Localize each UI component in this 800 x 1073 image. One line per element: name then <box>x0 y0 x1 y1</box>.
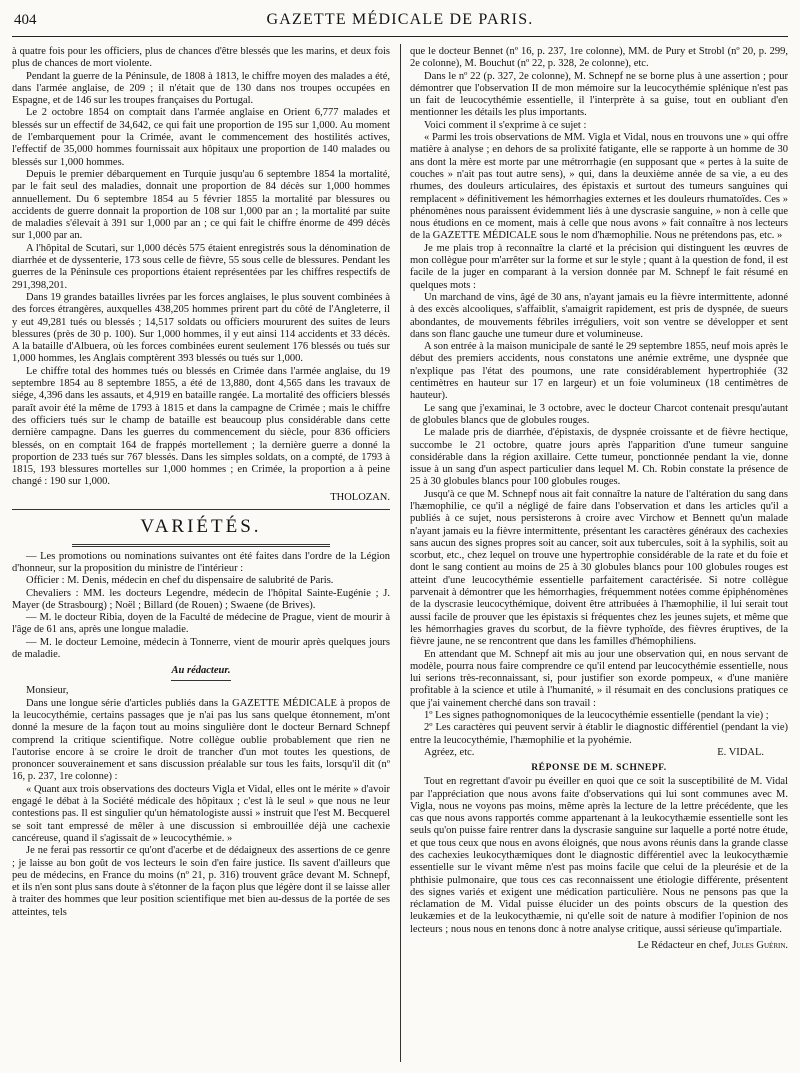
page-number: 404 <box>14 12 37 28</box>
paragraph: A son entrée à la maison municipale de santé le 29 septembre 1855, neuf mois après le début des premiers accidents, nous constatons une anémie extrême, une dyspnée que n'explique pas l'état des poumons, une rate considérablement hypertrophiée (32 centimètres en hauteur sur 17 en largeur) et un foie volumineux (18 centimètres de hauteur). <box>410 341 788 402</box>
column-rule <box>400 44 401 1062</box>
left-column <box>12 46 390 1061</box>
paragraph: Un marchand de vins, âgé de 30 ans, n'ayant jamais eu la fièvre intermittente, adonné à des excès alcooliques, s'affaiblit, s'amaigrit rapidement, est pris de dyspnée, de sueurs abondantes, de mouvements fébriles irréguliers, voit son ventre se développer et sent dans son flanc gauche une tumeur dure et volumineuse. <box>410 291 788 340</box>
paragraph: Tout en regrettant d'avoir pu éveiller en quoi que ce soit la susceptibilité de M. Vidal par l'appréciation que nous avons faite d'observations qui lui sont communes avec M. Vigla, nous ne voyons pas moins, même après la lecture de la lettre précédente, que les cas que nous avons rapportés comme appartenant à la leukocythæmie essentielle sont les seuls qu'on puisse faire rentrer dans la dyscrasie sanguine sur laquelle a porté notre étude, et que tous ceux que nous en avons éloignés, que nous avons réunis dans la grande classe des cachexies leukocythæmiques dont le diagnostic différentiel avec la leukocythæmie essentielle sur le vivant même n'est pas moins facile que celui de la pleurésie et de la phthisie pulmonaire, que tous ces cas reconnaissent une étiologie différente, présentent des signes variés et exigent une médication particulière. Nous ne pensons pas que la réclamation de M. Vidal puisse élucider un des points obscurs de la question des leukæmies et de la leukocythæmie, ni qu'elle soit de nature à modifier l'opinion de nos lecteurs ; nous nous en tenons donc à notre analyse critique, aussi sérieuse qu'impartiale. <box>410 776 788 935</box>
list-item: 1º Les signes pathognomoniques de la leucocythémie essentielle (pendant la vie) ; <box>424 710 769 722</box>
paragraph: Officier : M. Denis, médecin en chef du dispensaire de salubrité de Paris. <box>26 575 334 587</box>
paragraph: Le chiffre total des hommes tués ou blessés en Crimée dans l'armée anglaise, du 19 septembre 1854 au 8 septembre 1855, a été de 13,880, dont 4,565 dans les travaux de siége, 4,396 dans les assauts, et 4,919 en bataille rangée. La mortalité des officiers blessés paraît avoir été la même de 1793 à 1815 et dans la campagne de Crimée ; mais le chiffre des officiers tués sur le champ de bataille est beaucoup plus considérable dans cette dernière campagne. Dans les guerres du commencement du siècle, pour 836 officiers blessés, on en comptait 164 de frappés mortellement ; la dernière guerre a donné la proportion de 233 tués sur 767 blessés. Dans les simples soldats, on a compté, de 1793 à 1815, 193 blessures mortelles sur 1,000 hommes ; en Crimée, la proportion a à peine changé : 190 sur 1,000. <box>12 365 390 488</box>
letter-heading: Au rédacteur. <box>171 665 231 677</box>
paragraph: Le malade pris de diarrhée, d'épistaxis, de dyspnée croissante et de fièvre hectique, succombe le 21 octobre, quatre jours après l'apparition d'une tumeur sanguine considérable dans la région axillaire. Cette tumeur, ponctionnée pendant la vie, donne issue à un sang d'un aspect particulier dans lequel M. Ch. Robin constate la présence de 25 à 30 globules blancs pour 100 globules rouges. <box>410 427 788 488</box>
page-header <box>12 6 788 37</box>
paragraph: Je ne ferai pas ressortir ce qu'ont d'acerbe et de dédaigneux des assertions de ce genre ; je laisse au bon goût de vos lecteurs le soin d'en faire justice. Ils savent d'ailleurs que peu de médecins, en France du moins (nº 21, p. 316) trouvent grâce devant M. Schnepf, et ils n'en sont plus sans doute à s'étonner de la façon plus que légère dont il se laisse aller à traiter des hommes que leur position scientifique met bien au-dessus de la portée de ses atteintes, tels <box>12 845 390 918</box>
editor-label: Le Rédacteur en chef, <box>637 940 730 952</box>
paragraph: A l'hôpital de Scutari, sur 1,000 décès 575 étaient enregistrés sous la dénomination de diarrhée et de dyssenterie, 173 sous celle de fièvre, 55 sous celle de blessures. Pendant les guerres de la Péninsule ces proportions étaient représentées par les chiffres respectifs de 291,398,201. <box>12 242 390 291</box>
paragraph: Dans une longue série d'articles publiés dans la GAZETTE MÉDICALE à propos de la leucocythémie, certains passages que je n'ai pas lus sans quelque étonnement, m'ont donné la mesure de la façon tout au moins singulière dont le docteur Bernard Schnepf comprend la critique scientifique. Notre collègue oublie probablement que rien ne l'autorise encore à se croire le droit de trancher d'un mot toutes les questions, de prononcer souverainement et sans discussion préalable sur tous les faits, lorsqu'il dit (nº 16, p. 237, 1re colonne) : <box>12 697 390 783</box>
paragraph: Pendant la guerre de la Péninsule, de 1808 à 1813, le chiffre moyen des malades a été, dans l'armée anglaise, de 209 ; il n'était que de 130 dans nos troupes occupées en Espagne, et de 146 sur les troupes françaises du Portugal. <box>12 70 390 107</box>
running-title: GAZETTE MÉDICALE DE PARIS. <box>266 11 534 28</box>
reply-heading: RÉPONSE DE M. SCHNEPF. <box>531 763 667 774</box>
author-signature: THOLOZAN. <box>330 491 390 503</box>
closing-line <box>410 747 788 759</box>
paragraph: Le sang que j'examinai, le 3 octobre, avec le docteur Charcot contenait presqu'autant de globules blancs que de globules rouges. <box>410 402 788 426</box>
paragraph: à quatre fois pour les officiers, plus de chances d'être blessés que les marins, et deux fois plus de chances de mort violente. <box>12 46 390 70</box>
paragraph: Jusqu'à ce que M. Schnepf nous ait fait connaître la nature de l'altération du sang dans l'hæmophilie, ce qu'il a négligé de faire dans l'observation et dans les articles qu'il a publiés à ce sujet, nous persisterons à croire avec Virchow et Bennett qu'un malade n'ayant jamais eu la fièvre intermittente, présentant les caractères généraux des cachexies sans aucun des signes propres soit au cancer, soit aux tubercules, soit à la syphilis, soit au scorbut, etc., chez lequel on trouve une hypertrophie considérable de la rate et du foie et dont le sang contient au moins de 25 à 30 globules blancs pour 100 globules rouges est atteint d'une leucocythémie essentielle parfaitement caractérisée. Si notre collègue parvenait à démontrer que les hémorrhagies, fréquemment notées comme épiphénomènes de la dyscrasie leucocythémique, doivent être attribuées à l'hæmophilie, il lui serait tout aussi facile de prouver que les épistaxis si fréquentes chez les jeunes sujets, et même que les hémorrhagies graves du scorbut, de la fièvre typhoïde, des fièvres éruptives, de la fièvre jaune, ne se rencontrent que dans les familles d'hémophiliens. <box>410 488 788 648</box>
editor-signature <box>410 940 788 951</box>
section-title: VARIÉTÉS. <box>140 515 262 537</box>
paragraph: En attendant que M. Schnepf ait mis au jour une observation qui, en nous servant de modèle, pourra nous faire comprendre ce qu'il entend par leucocythémie essentielle, nous lui serions très-reconnaissant, si, pour justifier son exorde pompeux, « d'une manière profitable à la science et utile à l'humanité, » il résumait en des conclusions pratiques ce que j'ai vainement cherché dans son travail : <box>410 648 788 709</box>
paragraph: Dans le nº 22 (p. 327, 2e colonne), M. Schnepf ne se borne plus à une assertion ; pour démontrer que l'observation II de mon mémoire sur la leucocythémie splénique n'est pas un fait de leucocythémie essentielle, il l'interprète à sa guise, tout en oubliant d'en mentionner les détails les plus importants. <box>410 70 788 119</box>
newspaper-page <box>12 6 788 1066</box>
paragraph: Chevaliers : MM. les docteurs Legendre, médecin de l'hôpital Sainte-Eugénie ; J. Mayer (de Strasbourg) ; Noël ; Billard (de Rouen) ; Swaene (de Brives). <box>12 587 390 611</box>
paragraph: que le docteur Bennet (nº 16, p. 237, 1re colonne), MM. de Pury et Strobl (nº 20, p. 299, 2e colonne), M. Bouchut (nº 22, p. 328, 2e colonne), etc. <box>410 46 788 70</box>
editor-name: Jules Guérin. <box>732 940 788 952</box>
paragraph: Voici comment il s'exprime à ce sujet : <box>424 119 587 131</box>
paragraph: Le 2 octobre 1854 on comptait dans l'armée anglaise en Orient 6,777 malades et blessés sur un effectif de 34,642, ce qui fait une proportion de 195 sur 1,000. Au moment de l'embarquement pour la Crimée, avant le commencement des hostilités actives, l'effectif de 35,000 hommes fournissait aux hôpitaux une proportion de 140 malades ou blessés sur 1,000 hommes. <box>12 107 390 168</box>
letter-signature: E. VIDAL. <box>717 746 764 758</box>
paragraph: Dans 19 grandes batailles livrées par les forces anglaises, le plus souvent combinées à des forces étrangères, auxquelles 438,205 hommes prirent part du côté de l'Angleterre, il y eut 49,281 tués ou blessés ; 14,517 soldats ou officiers moururent des suites de leurs blessures (près de 30 p. 100). Sur 1,000 hommes, il y eut ainsi 114 accidents et 33 décès. A la bataille d'Albuera, où les forces combinées eurent seulement 176 blessés ou tués sur 1,000 hommes, les Anglais comptèrent 393 blessés ou tués sur 1,000. <box>12 291 390 365</box>
list-item: 2º Les caractères qui peuvent servir à établir le diagnostic différentiel (pendant la vie) entre la leucocythémie, l'hæmophilie et la pyohémie. <box>410 722 788 746</box>
right-column <box>410 46 788 1061</box>
paragraph: — Les promotions ou nominations suivantes ont été faites dans l'ordre de la Légion d'honneur, sur la proposition du ministre de l'intérieur : <box>12 550 390 574</box>
quotation: « Parmi les trois observations de MM. Vigla et Vidal, nous en trouvons une » qui offre matière à analyse ; en dehors de sa prolixité fatigante, elle se rapporte à un homme de 30 ans dont la mère est morte par une métrorrhagie (en supposant que « pertes à la suite de couches » n'ait pas tout autre sens), » qui, dans la deuxième année de sa vie, a eu des rhumes, des douleurs articulaires, des épistaxis et surtout des tumeurs sanguines qui remplacent » définitivement les hémorrhagies externes et les douleurs rhumatoïdes. Ces » phénomènes nous paraissent évidemment liés à une dyscrasie sanguine, » non à celle que nous étudions en ce moment, mais à celle que nous avons » fait connaître à nos lecteurs de la GAZETTE MÉDICALE sous le nom d'hæmophilie. Nous ne prétendons pas, etc. » <box>410 132 788 242</box>
divider <box>12 509 390 510</box>
paragraph: — M. le docteur Lemoine, médecin à Tonnerre, vient de mourir après quelques jours de maladie. <box>12 636 390 661</box>
quotation: « Quant aux trois observations des docteurs Vigla et Vidal, elles ont le mérite » d'avoir engagé le débat à la Société médicale des hôpitaux ; c'est là le seul » que nous ne leur contestions pas. Il est singulier qu'un hématologiste aussi » instruit que l'est M. Becquerel se soit tant empressé de mêler à une discussion si embrouillée déjà une cachexie cancéreuse, quand il s'agissait de » leucocythémie. » <box>12 783 390 844</box>
closing: Agréez, etc. <box>424 746 475 758</box>
divider <box>72 544 330 547</box>
divider <box>171 680 231 681</box>
paragraph: — M. le docteur Ribia, doyen de la Faculté de médecine de Prague, vient de mourir à l'âge de 61 ans, après une longue maladie. <box>12 612 390 636</box>
paragraph: Je me plais trop à reconnaître la clarté et la précision qui distinguent les œuvres de mon collègue pour m'arrêter sur la forme et sur le style ; quant à la question de fond, il est facile de la juger en comparant à la version donnée par M. Schnepf le fait résumé en quelques mots : <box>410 242 788 291</box>
paragraph: Depuis le premier débarquement en Turquie jusqu'au 6 septembre 1854 la mortalité, par le fait seul des maladies, donnait une proportion de 84 décès sur 1,000 hommes annuellement. Du 6 septembre 1854 au 5 février 1855 la mortalité par blessures ou accidents de guerre donnait la proportion de 108 sur 1,000 par an ; la mortalité par suite de maladies s'élevait à 391 sur 1,000 par an ; ce qui fait le chiffre énorme de 499 décès sur 1,000 par an. <box>12 168 390 242</box>
salutation: Monsieur, <box>26 685 69 697</box>
